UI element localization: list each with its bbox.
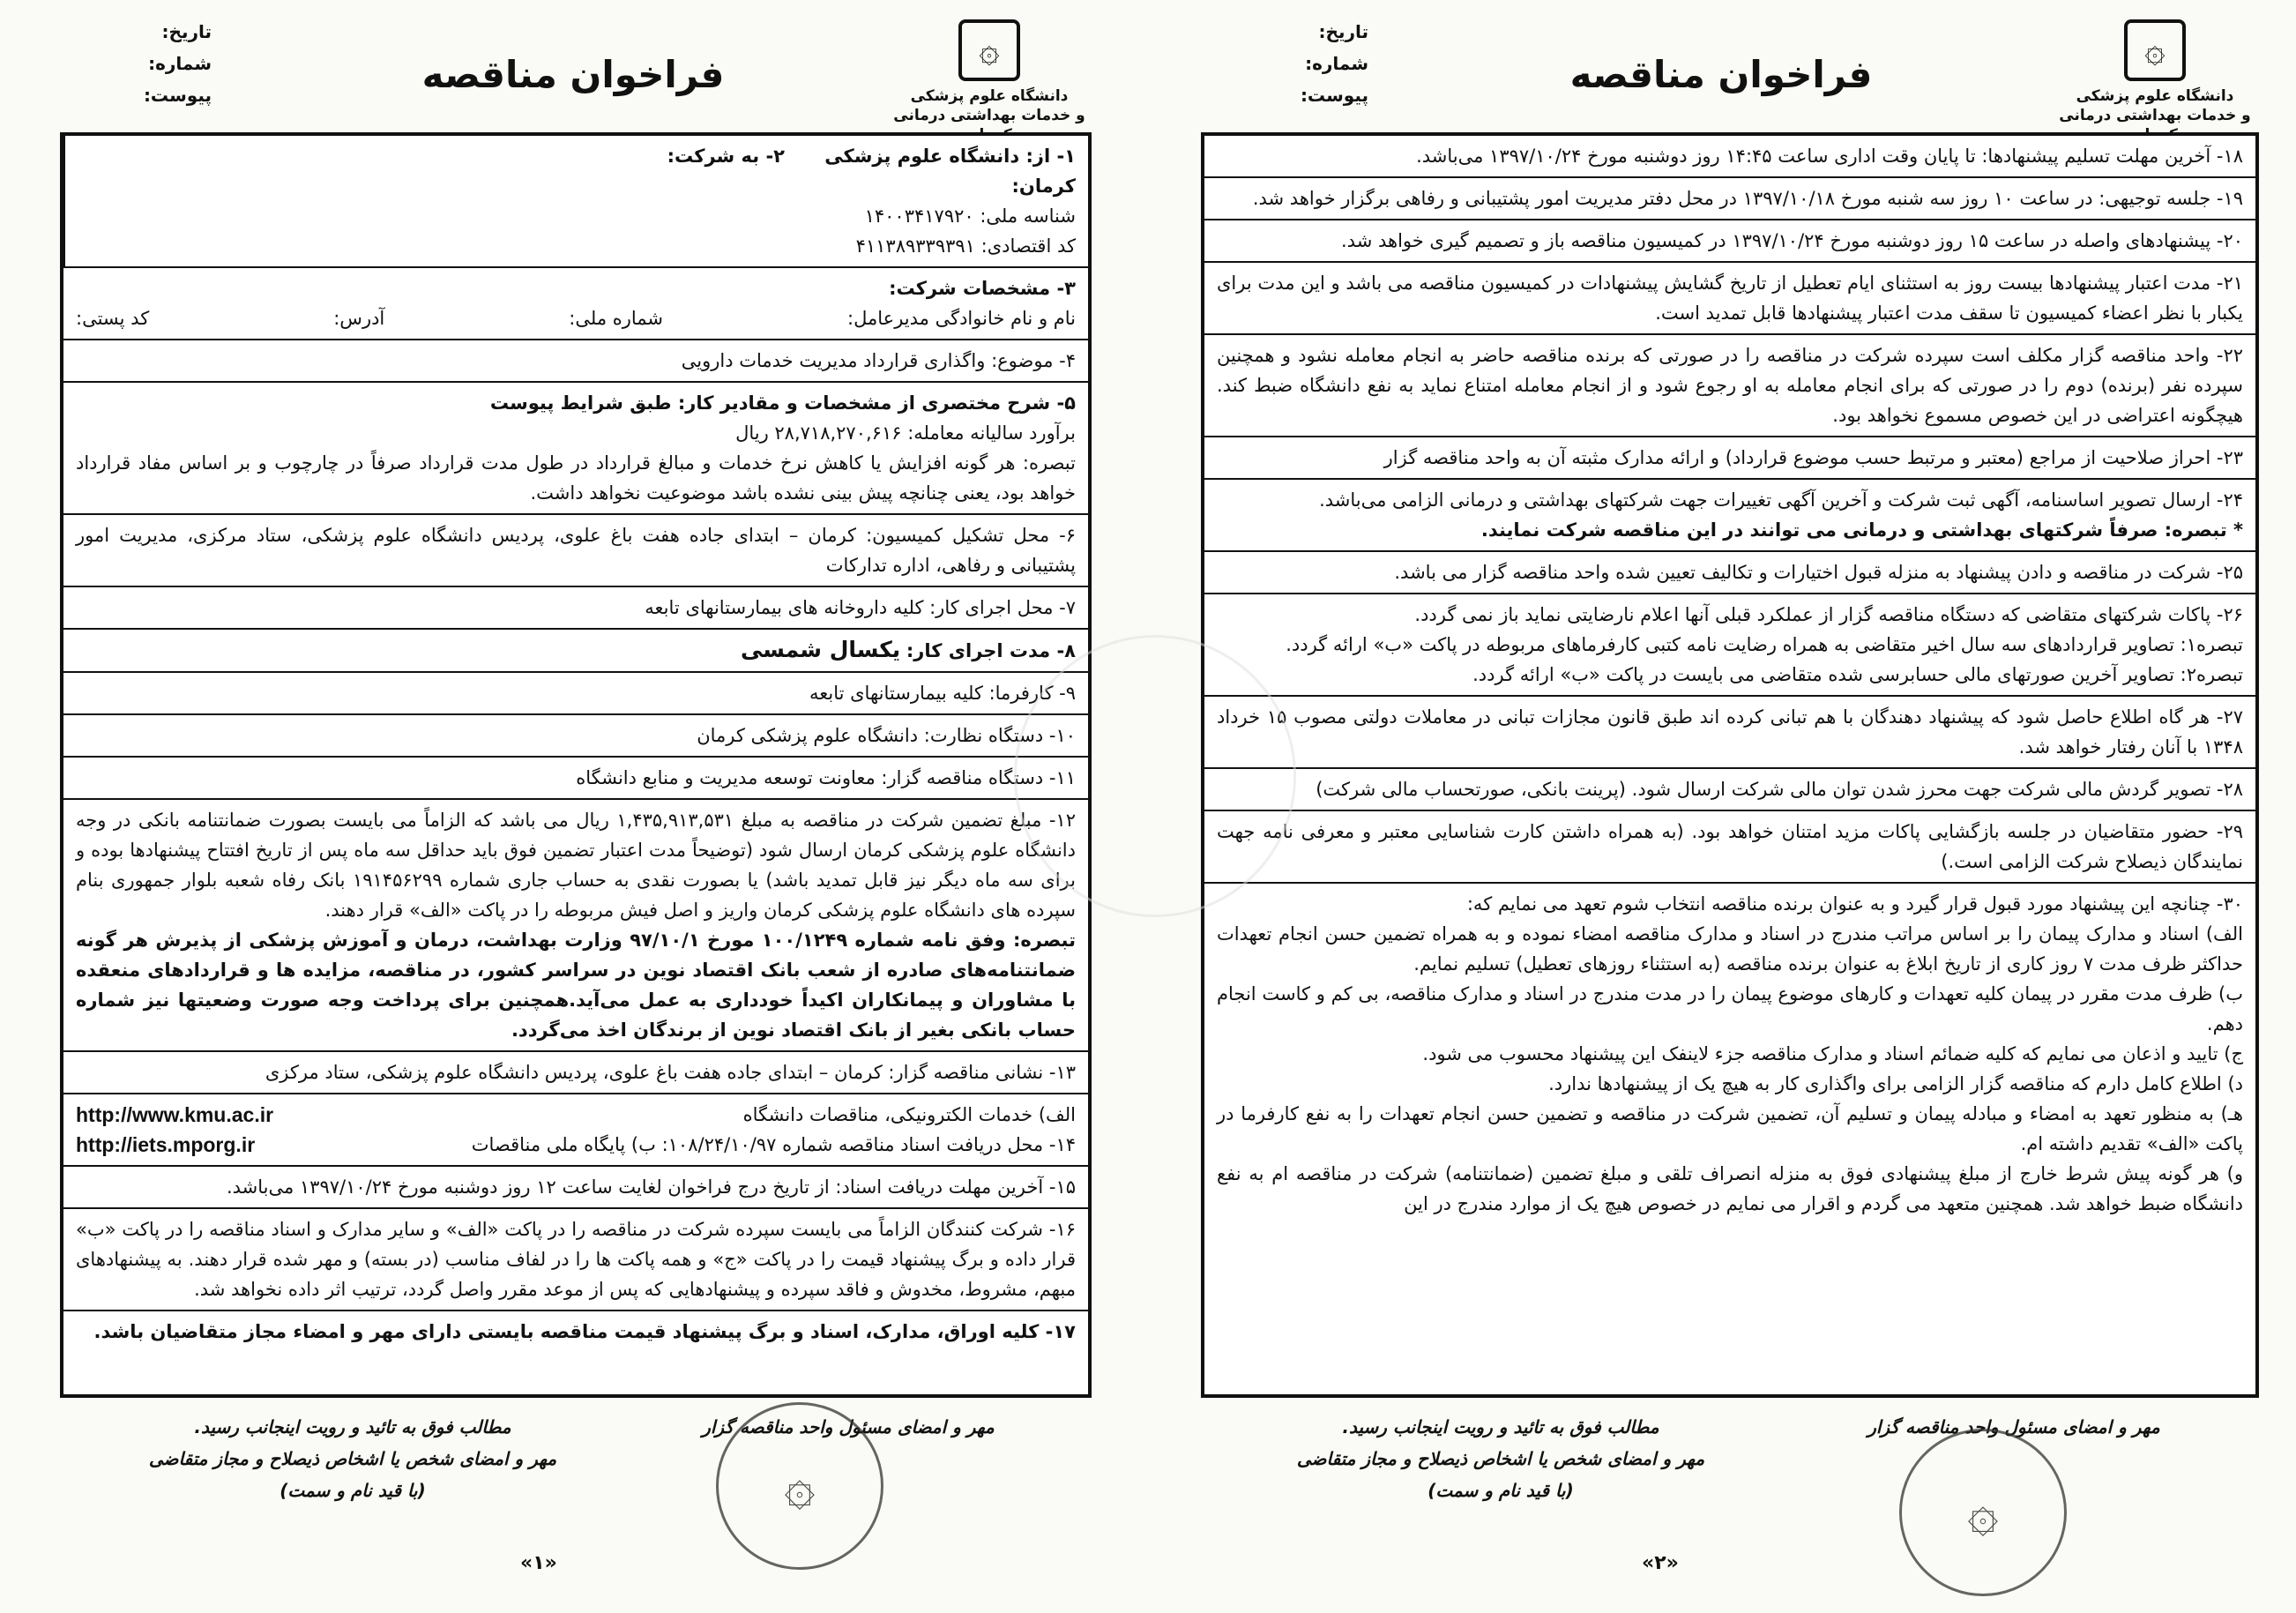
- clause-30-v: و) هر گونه پیش شرط خارج از مبلغ پیشنهادی فوق به منزله انصراف تلقی و مبلغ تضمین (ضمانتنامه) شرکت در مناقصه ام به نفع دانشگاه ضبط خواهد شد. همچنین متعهد می گردم و اقرار می نمایم در خصوص هیچ یک از موارد مندرج در این: [1217, 1163, 2243, 1214]
- clause-16: ۱۶- شرکت کنندگان الزاماً می بایست سپرده شرکت در مناقصه را در پاکت «الف» و سایر مدارک و اسناد مناقصه را در پاکت «ب» قرار داده و برگ پیشنهاد قیمت را در پاکت «ج» و همه پاکت ها را در لفاف مناسب (در بسته) و مهر شده قرار دهند. به پیشنهادهای مبهم، مشروط، مخدوش و فاقد سپرده و پیشنهادهایی که پس از موعد مقرر واصل گردد، ترتیب اثر داده نخواهد شد.: [63, 1209, 1088, 1311]
- clause-25: ۲۵- شرکت در مناقصه و دادن پیشنهاد به منزله قبول اختیارات و تکالیف تعیین شده واحد مناقصه گزار می باشد.: [1204, 552, 2255, 594]
- iets-link[interactable]: http://iets.mporg.ir: [76, 1133, 256, 1156]
- clause-13: [63, 1052, 1088, 1094]
- national-id: شناسه ملی: ۱۴۰۰۳۴۱۷۹۲۰: [864, 205, 1076, 227]
- clause-9: ۹- کارفرما: کلیه بیمارستانهای تابعه: [63, 673, 1088, 715]
- economic-code: کد اقتصادی: ۴۱۱۳۸۹۳۳۹۳۹۱: [855, 235, 1076, 257]
- meta-block: [132, 16, 212, 111]
- university-block: [2049, 19, 2261, 145]
- clause-4: ۴- موضوع: واگذاری قرارداد مدیریت خدمات دارویی: [63, 340, 1088, 383]
- applicant-signature-block: [106, 1411, 600, 1506]
- clause-17: ۱۷- کلیه اوراق، مدارک، اسناد و برگ پیشنهاد قیمت مناقصه بایستی دارای مهر و امضاء مجاز متقاضیان باشد.: [93, 1321, 1076, 1342]
- page-title: فراخوان مناقصه: [1569, 53, 1873, 96]
- clause-26-note2: تبصره۲: تصاویر آخرین صورتهای مالی حسابرسی شده متقاضی می بایست در پاکت «ب» ارائه گردد.: [1472, 664, 2243, 685]
- clause-30-c: ج) تایید و اذعان می نمایم که کلیه ضمائم اسناد و مدارک مناقصه جزء لاینفک این پیشنهاد محسوب می شود.: [1422, 1043, 2243, 1064]
- date-label: تاریخ:: [1318, 21, 1368, 42]
- clause-12: [63, 800, 1088, 1052]
- clause-18: ۱۸- آخرین مهلت تسلیم پیشنهادها: تا پایان وقت اداری ساعت ۱۴:۴۵ روز دوشنبه مورخ ۱۳۹۷/۱۰/۲۴ می‌باشد.: [1204, 136, 2255, 178]
- official-stamp-icon: ۞: [1899, 1429, 2067, 1596]
- clause-23: ۲۳- احراز صلاحیت از مراجع (معتبر و مرتبط حسب موضوع قرارداد) و ارائه مدارک مثبته آن به واحد مناقصه گزار: [1204, 437, 2255, 480]
- clause-26-text: ۲۶- پاکات شرکتهای متقاضی که دستگاه مناقصه گزار از عملکرد قبلی آنها اعلام نارضایتی نماید باز نمی گردد.: [1414, 604, 2243, 625]
- attachment-label: پیوست:: [1300, 85, 1368, 106]
- university-logo-icon: ۞: [958, 19, 1020, 81]
- name-title-line: (با قید نام و سمت): [280, 1480, 426, 1501]
- clause-26-note1: تبصره۱: تصاویر قراردادهای سه سال اخیر متقاضی به همراه رضایت نامه کتبی کارفرماهای مربوطه در پاکت «ب» ارائه گردد.: [1286, 634, 2243, 655]
- clause-29: ۲۹- حضور متقاضیان در جلسه بازگشایی پاکات مزید امتنان خواهد بود. (به همراه داشتن کارت شناسایی معتبر و معرفی نامه جهت نمایندگان ذیصلاح شرکت الزامی است.): [1204, 811, 2255, 884]
- clause-30-d: د) اطلاع کامل دارم که مناقصه گزار الزامی برای واگذاری کار به هیچ یک از پیشنهادها ندارد.: [1548, 1073, 2243, 1094]
- annual-estimate: برآورد سالیانه معامله: ۲۸,۷۱۸,۲۷۰,۶۱۶ ریال: [735, 422, 1076, 444]
- university-name-line1: دانشگاه علوم پزشکی: [2076, 87, 2234, 105]
- clause-3-title: ۳- مشخصات شرکت:: [889, 278, 1076, 299]
- university-logo-icon: ۞: [2124, 19, 2186, 81]
- attachment-label: پیوست:: [143, 85, 212, 106]
- watermark-seal-icon: [1014, 635, 1296, 917]
- clause-8-value: یکسال شمسی: [740, 637, 901, 662]
- name-title-line: (با قید نام و سمت): [1428, 1480, 1574, 1501]
- clause-5: [63, 383, 1088, 515]
- clause-20: ۲۰- پیشنهادهای واصله در ساعت ۱۵ روز دوشنبه مورخ ۱۳۹۷/۱۰/۲۴ در کمیسیون مناقصه باز و تصمیم گیری خواهد شد.: [1204, 220, 2255, 263]
- clause-8-label: ۸- مدت اجرای کار:: [906, 640, 1076, 661]
- university-name-line2: و خدمات بهداشتی درمانی: [2059, 107, 2251, 124]
- university-name-line2: و خدمات بهداشتی درمانی: [893, 107, 1085, 124]
- signature-line: مهر و امضای شخص یا اشخاص ذیصلاح و مجاز متقاضی: [1296, 1448, 1705, 1469]
- clause-14-text: ۱۴- محل دریافت اسناد مناقصه شماره ۱۰۸/۲۴/۱۰/۹۷: ب) پایگاه ملی مناقصات: [471, 1134, 1076, 1155]
- clause-6: ۶- محل تشکیل کمیسیون: کرمان – ابتدای جاده هفت باغ علوی، پردیس دانشگاه علوم پزشکی، ستاد مرکزی، مدیریت امور پشتیبانی و رفاهی، اداره تدارکات: [63, 515, 1088, 587]
- page-2: [1148, 0, 2296, 1613]
- clause-14: [63, 1094, 1088, 1167]
- clause-2: [63, 136, 797, 266]
- clause-11: ۱۱- دستگاه مناقصه گزار: معاونت توسعه مدیریت و منابع دانشگاه: [63, 758, 1088, 800]
- university-block: [883, 19, 1095, 145]
- clause-14-b: [76, 1130, 1076, 1160]
- confirm-line: مطالب فوق به تائید و رویت اینجانب رسید.: [194, 1416, 511, 1438]
- clauses-table: [1201, 132, 2259, 1398]
- page-number: «۲»: [1642, 1552, 1679, 1574]
- clause-30-intro: ۳۰- چنانچه این پیشنهاد مورد قبول قرار گیرد و به عنوان برنده مناقصه انتخاب شوم تعهد می نمایم که:: [1466, 893, 2243, 915]
- e-services-label: الف) خدمات الکترونیکی، مناقصات دانشگاه: [742, 1104, 1076, 1125]
- page-header: [0, 0, 1148, 132]
- page-number: «۱»: [520, 1552, 557, 1574]
- clause-14-a: [76, 1100, 1076, 1130]
- clause-24-text: ۲۴- ارسال تصویر اساسنامه، آگهی ثبت شرکت و آخرین آگهی تغییرات جهت شرکتهای بهداشتی و درمانی الزامی می‌باشد.: [1319, 489, 2243, 511]
- parties-row: [63, 136, 1088, 268]
- university-name-line1: دانشگاه علوم پزشکی: [910, 87, 1069, 105]
- clause-13-text: ۱۳- نشانی مناقصه گزار: کرمان – ابتدای جاده هفت باغ علوی، پردیس دانشگاه علوم پزشکی، ستاد مرکزی: [265, 1062, 1076, 1083]
- date-label: تاریخ:: [161, 21, 212, 42]
- clause-24: [1204, 480, 2255, 552]
- clauses-table: [60, 132, 1092, 1398]
- clause-1: [797, 136, 1088, 266]
- clause-5-title: ۵- شرح مختصری از مشخصات و مقادیر کار: طبق شرایط پیوست: [489, 392, 1076, 414]
- clause-28: ۲۸- تصویر گردش مالی شرکت جهت محرز شدن توان مالی شرکت ارسال شود. (پرینت بانکی، صورتحساب مالی شرکت): [1204, 769, 2255, 811]
- seal-caption: مهر و امضای مسئول واحد مناقصه گزار: [702, 1416, 995, 1438]
- manager-name-field: نام و نام خانوادگی مدیرعامل:: [847, 308, 1076, 329]
- seal-caption: مهر و امضای مسئول واحد مناقصه گزار: [1867, 1416, 2160, 1438]
- meta-block: [1289, 16, 1368, 111]
- page-header: [1148, 0, 2296, 132]
- applicant-signature-block: [1254, 1411, 1748, 1506]
- clause-21: ۲۱- مدت اعتبار پیشنهادها بیست روز به استثنای ایام تعطیل از تاریخ گشایش پیشنهادات در کمیسیون مناقصه می باشد و این مدت برای یکبار با نظر اعضاء کمیسیون تا سقف مدت اعتبار پیشنهادها قابل تمدید است.: [1204, 263, 2255, 335]
- clause-15: ۱۵- آخرین مهلت دریافت اسناد: از تاریخ درج فراخوان لغایت ساعت ۱۲ روز دوشنبه مورخ ۱۳۹۷/۱۰/۲۴ می‌باشد.: [63, 1167, 1088, 1209]
- clause-24-note: * تبصره: صرفاً شرکتهای بهداشتی و درمانی می توانند در این مناقصه شرکت نمایند.: [1480, 519, 2243, 541]
- clause-12-note: تبصره: وفق نامه شماره ۱۰۰/۱۲۴۹ مورخ ۹۷/۱۰/۱ وزارت بهداشت، درمان و آموزش پزشکی از پذیرش هر گونه ضمانتنامه‌های صادره از شعب بانک اقتصاد نوین در سراسر کشور، در مناقصه، مزایده ها و قراردادهای منعقده با مشاوران و پیمانکاران اکیداً خودداری به عمل می‌آید.همچنین برای پرداخت وجه صورت وضعیتها نیز شماره حساب بانکی بغیر از بانک اقتصاد نوین از برندگان اخذ می‌گردد.: [76, 930, 1076, 1041]
- clause-30-h: هـ) به منظور تعهد به امضاء و مبادله پیمان و تسلیم آن، تضمین شرکت در مناقصه و تضمین حسن انجام تعهدات را به نفع کارفرما در پاکت «الف» تقدیم داشته ام.: [1217, 1103, 2243, 1154]
- page-title: فراخوان مناقصه: [421, 53, 725, 96]
- clause-27: ۲۷- هر گاه اطلاع حاصل شود که پیشنهاد دهندگان با هم تبانی کرده اند طبق قانون مجازات تبانی در معاملات دولتی مصوب ۱۵ خرداد ۱۳۴۸ با آنان رفتار خواهد شد.: [1204, 697, 2255, 769]
- confirm-line: مطالب فوق به تائید و رویت اینجانب رسید.: [1342, 1416, 1659, 1438]
- number-label: شماره:: [1305, 53, 1368, 74]
- national-number-field: شماره ملی:: [569, 308, 664, 329]
- clause-19: ۱۹- جلسه توجیهی: در ساعت ۱۰ روز سه شنبه مورخ ۱۳۹۷/۱۰/۱۸ در محل دفتر مدیریت امور پشتیبانی و رفاهی برگزار خواهد شد.: [1204, 178, 2255, 220]
- official-stamp-icon: ۞: [716, 1402, 883, 1570]
- clause-1-from: ۱- از: دانشگاه علوم پزشکی کرمان:: [824, 146, 1076, 197]
- clause-30-b: ب) ظرف مدت مقرر در پیمان کلیه تعهدات و کارهای موضوع پیمان را در مدت مندرج در اسناد و مدارک مناقصه، بی کم و کاست انجام دهم.: [1217, 983, 2243, 1034]
- kmu-link[interactable]: http://www.kmu.ac.ir: [76, 1103, 274, 1126]
- clause-10: ۱۰- دستگاه نظارت: دانشگاه علوم پزشکی کرمان: [63, 715, 1088, 758]
- clause-7: ۷- محل اجرای کار: کلیه داروخانه های بیمارستانهای تابعه: [63, 587, 1088, 630]
- clause-26: [1204, 594, 2255, 697]
- clause-2-to: ۲- به شرکت:: [667, 146, 785, 167]
- postal-code-field: کد پستی:: [76, 308, 150, 329]
- clause-5-note: تبصره: هر گونه افزایش یا کاهش نرخ خدمات و مبالغ قرارداد در طول مدت قرارداد صرفاً در چارچوب و بر اساس مفاد قرارداد خواهد بود، یعنی چنانچه پیش بینی نشده باشد موضوعیت نخواهد داشت.: [76, 452, 1076, 504]
- company-fields: [76, 303, 1076, 333]
- clause-12-text: ۱۲- مبلغ تضمین شرکت در مناقصه به مبلغ ۱,۴۳۵,۹۱۳,۵۳۱ ریال می باشد که الزاماً می بایست بصورت ضمانتنامه بانکی در وجه دانشگاه علوم پزشکی کرمان ارسال شود (توضیحاً مدت اعتبار تضمین فوق باید حداقل سه ماه پس از تاریخ افتتاح پیشنهادها بوده و برای سه ماه دیگر نیز قابل تمدید باشد) یا بصورت نقدی به حساب جاری شماره ۱۹۱۴۵۶۲۹۹ بانک رفاه شعبه بلوار جمهوری بنام سپرده های دانشگاه علوم پزشکی کرمان واریز و اصل فیش مربوطه را در پاکت «الف» قرار دهند.: [76, 810, 1076, 921]
- address-field: آدرس:: [333, 308, 385, 329]
- clause-3: [63, 268, 1088, 340]
- clause-8: [63, 630, 1088, 673]
- clause-22: ۲۲- واحد مناقصه گزار مکلف است سپرده شرکت در مناقصه را در صورتی که برنده مناقصه حاضر به انجام معامله نشود و همچنین سپرده نفر (برنده) دوم را در صورتی که برای انجام معامله به او رجوع شود و از انجام معامله امتناع نماید به نفع دانشگاه ضبط کند. هیچگونه اعتراضی در این خصوص مسموع نخواهد بود.: [1204, 335, 2255, 437]
- clause-30-a: الف) اسناد و مدارک پیمان را بر اساس مراتب مندرج در اسناد و مدارک مناقصه امضاء نموده و به همراه تضمین حسن انجام تعهدات حداکثر ظرف مدت ۷ روز کاری از تاریخ ابلاغ به عنوان برنده مناقصه (به استثناء روزهای تعطیل) تسلیم نمایم.: [1217, 923, 2243, 975]
- number-label: شماره:: [148, 53, 212, 74]
- signature-line: مهر و امضای شخص یا اشخاص ذیصلاح و مجاز متقاضی: [148, 1448, 557, 1469]
- clause-30: [1204, 884, 2255, 1224]
